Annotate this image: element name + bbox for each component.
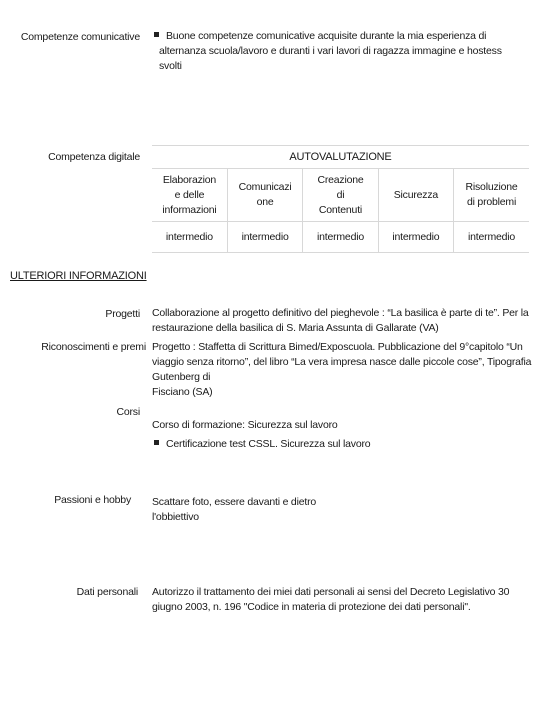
awards-label: Riconoscimenti e premi xyxy=(41,341,146,353)
level-cell: intermedio xyxy=(454,222,529,253)
projects-line-1: Collaborazione al progetto definitivo del pieghevole : “La basilica è parte di te”. Per la xyxy=(152,307,529,319)
table-row xyxy=(152,222,529,253)
hobbies-line-1: Scattare foto, essere davanti e dietro xyxy=(152,496,316,508)
digital-label: Competenza digitale xyxy=(48,151,140,163)
header-text: e delle xyxy=(174,188,205,201)
level-cell: intermedio xyxy=(227,222,302,253)
table-title: AUTOVALUTAZIONE xyxy=(152,146,529,169)
projects-label: Progetti xyxy=(105,308,140,320)
header-text: informazioni xyxy=(162,203,217,216)
courses-label: Corsi xyxy=(116,406,140,418)
header-cell-content-creation xyxy=(303,169,378,222)
personal-data-text xyxy=(152,585,537,615)
courses-text xyxy=(152,418,532,452)
awards-line-3: Gutenberg di xyxy=(152,371,211,383)
courses-line-1: Corso di formazione: Sicurezza sul lavoro xyxy=(152,419,338,431)
bullet-icon xyxy=(154,440,159,445)
header-text: di xyxy=(336,188,345,201)
communication-line-3: svolti xyxy=(159,60,182,72)
header-cell-security xyxy=(378,169,453,222)
communication-label: Competenze comunicative xyxy=(20,31,140,43)
communication-line-2: alternanza scuola/lavoro e duranti i vari lavori di ragazza immagine e hostess xyxy=(159,45,502,57)
awards-line-1: Progetto : Staffetta di Scrittura Bimed/Exposcuola. Pubblicazione del 9°capitolo “Un xyxy=(152,341,523,353)
awards-line-4: Fisciano (SA) xyxy=(152,386,213,398)
level-cell: intermedio xyxy=(378,222,453,253)
personal-data-line-1: Autorizzo il trattamento dei miei dati personali ai sensi del Decreto Legislativo 30 xyxy=(152,586,510,598)
hobbies-label: Passioni e hobby xyxy=(54,494,131,506)
level-cell: intermedio xyxy=(152,222,227,253)
header-text: Creazione xyxy=(317,173,364,186)
personal-data-label: Dati personali xyxy=(76,586,138,598)
personal-data-line-2: giugno 2003, n. 196 "Codice in materia di protezione dei dati personali". xyxy=(152,601,471,613)
level-cell: intermedio xyxy=(303,222,378,253)
courses-bullet-item xyxy=(152,437,532,452)
courses-bullet-text: Certificazione test CSSL. Sicurezza sul lavoro xyxy=(166,438,371,450)
section-title: ULTERIORI INFORMAZIONI xyxy=(10,270,147,282)
header-cell-communication xyxy=(227,169,302,222)
header-cell-problem-solving xyxy=(454,169,529,222)
header-text: di problemi xyxy=(466,196,517,208)
awards-text xyxy=(152,340,542,400)
hobbies-line-2: l'obbiettivo xyxy=(152,511,199,523)
hobbies-text xyxy=(152,495,532,525)
awards-line-2: viaggio senza ritorno”, del libro “La vera impresa nasce dalle piccole cose”, Tipografia xyxy=(152,356,532,368)
communication-line-1-text: Buone competenze comunicative acquisite durante la mia esperienza di xyxy=(166,30,487,42)
header-text: Elaborazion xyxy=(162,173,217,186)
digital-skills-table xyxy=(152,145,529,253)
table-header-row xyxy=(152,169,529,222)
communication-line-1 xyxy=(154,29,534,44)
communication-text xyxy=(154,29,534,74)
bullet-icon xyxy=(154,32,159,37)
header-cell-information xyxy=(152,169,227,222)
header-text: Contenuti xyxy=(318,203,363,216)
projects-text xyxy=(152,306,537,336)
header-text: one xyxy=(256,196,274,208)
header-text: Risoluzione xyxy=(465,181,518,193)
header-text: Sicurezza xyxy=(393,188,439,201)
projects-line-2: restaurazione della basilica di S. Maria Assunta di Gallarate (VA) xyxy=(152,322,439,334)
header-text: Comunicazi xyxy=(238,181,292,193)
